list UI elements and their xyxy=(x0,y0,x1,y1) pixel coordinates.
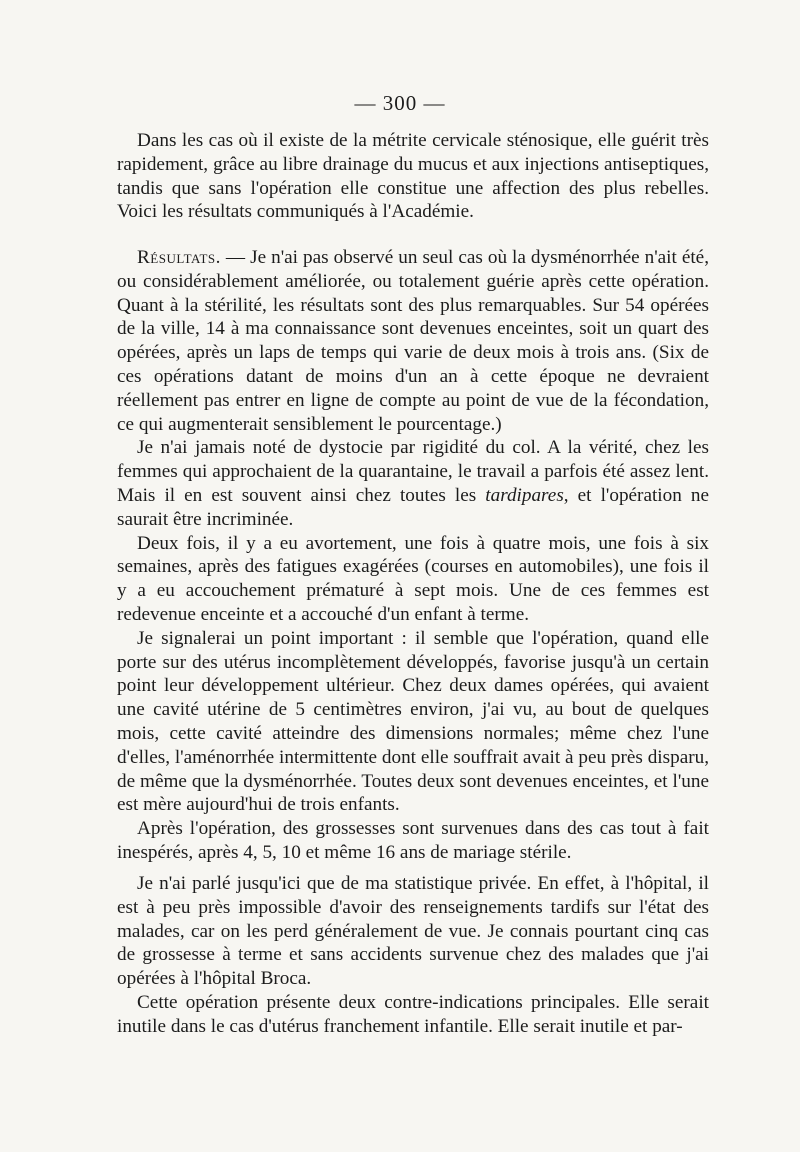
paragraph-important-point: Je signalerai un point important : il semble que l'opération, quand elle porte sur des utérus incomplètement développés, favorise jusqu'à un certain point leur développement ultérieur. Chez deux dames opérées, qui avaient une cavité utérine de 5 centimètres environ, j'ai vu, au bout de quelques mois, cette cavité atteindre des dimensions normales; même chez l'une d'elles, l'aménorrhée intermittente dont elle souffrait avait à peu près disparu, de même que la dysménorrhée. Toutes deux sont devenues enceintes, et l'une est mère aujourd'hui de trois enfants. xyxy=(117,627,709,816)
dystocia-text-after: , et l'opération ne saurait être incriminée. xyxy=(117,484,709,530)
paragraph-hospital: Je n'ai parlé jusqu'ici que de ma statistique privée. En effet, à l'hôpital, il est à peu près impossible d'avoir des renseignements tardifs sur l'état des malades, car on les perd généralement de vue. Je connais pourtant cinq cas de grossesse à terme et sans accidents survenue chez des malades que j'ai opérées à l'hôpital Broca. xyxy=(117,873,709,990)
paragraph-abortion: Deux fois, il y a eu avortement, une fois à quatre mois, une fois à six semaines, après des fatigues exagérées (courses en automobiles), une fois il y a eu accouchement prématuré à sept mois. Une de ces femmes est redevenue enceinte et a accouché d'un enfant à terme. xyxy=(117,532,709,625)
paragraph-intro: Dans les cas où il existe de la métrite cervicale sténosique, elle guérit très rapidement, grâce au libre drainage du mucus et aux injections antiseptiques, tandis que sans l'opération elle constitue une affection des plus rebelles. Voici les résultats communiqués à l'Académie. xyxy=(117,130,709,223)
results-heading: Résultats. xyxy=(137,247,221,268)
page-number: — 300 — xyxy=(354,91,446,115)
dystocia-italic-term: tardipares xyxy=(485,484,564,506)
hospital-block xyxy=(117,872,709,1039)
results-body: — Je n'ai pas observé un seul cas où la dysménorrhée n'ait été, ou considérablement améliorée, ou totalement guérie après cette opération. Quant à la stérilité, les résultats sont des plus remarquables. Sur 54 opérées de la ville, 14 à ma connaissance sont devenues enceintes, soit un quart des opérées, après un laps de temps qui varie de deux mois à trois ans. (Six de ces opérations datant de moins d'un an à cette époque ne devraient réellement pas entrer en ligne de compte au point de vue de la fécondation, ce qui augmenterait sensiblement le pourcentage.) xyxy=(117,247,709,435)
dystocia-text-before: Je n'ai jamais noté de dystocie par rigidité du col. A la vérité, chez les femmes qui approchaient de la quarantaine, le travail a parfois été assez lent. Mais il en est souvent ainsi chez toutes les xyxy=(117,437,709,506)
paragraph-pregnancies: Après l'opération, des grossesses sont survenues dans des cas tout à fait inespérés, après 4, 5, 10 et même 16 ans de mariage stérile. xyxy=(117,818,709,863)
paragraph-results xyxy=(117,246,709,436)
paragraph-dystocia xyxy=(117,436,709,531)
intro-block xyxy=(117,129,709,224)
results-block xyxy=(117,246,709,865)
paragraph-contraindications: Cette opération présente deux contre-indications principales. Elle serait inutile dans le cas d'utérus franchement infantile. Elle serait inutile et par- xyxy=(117,991,709,1037)
